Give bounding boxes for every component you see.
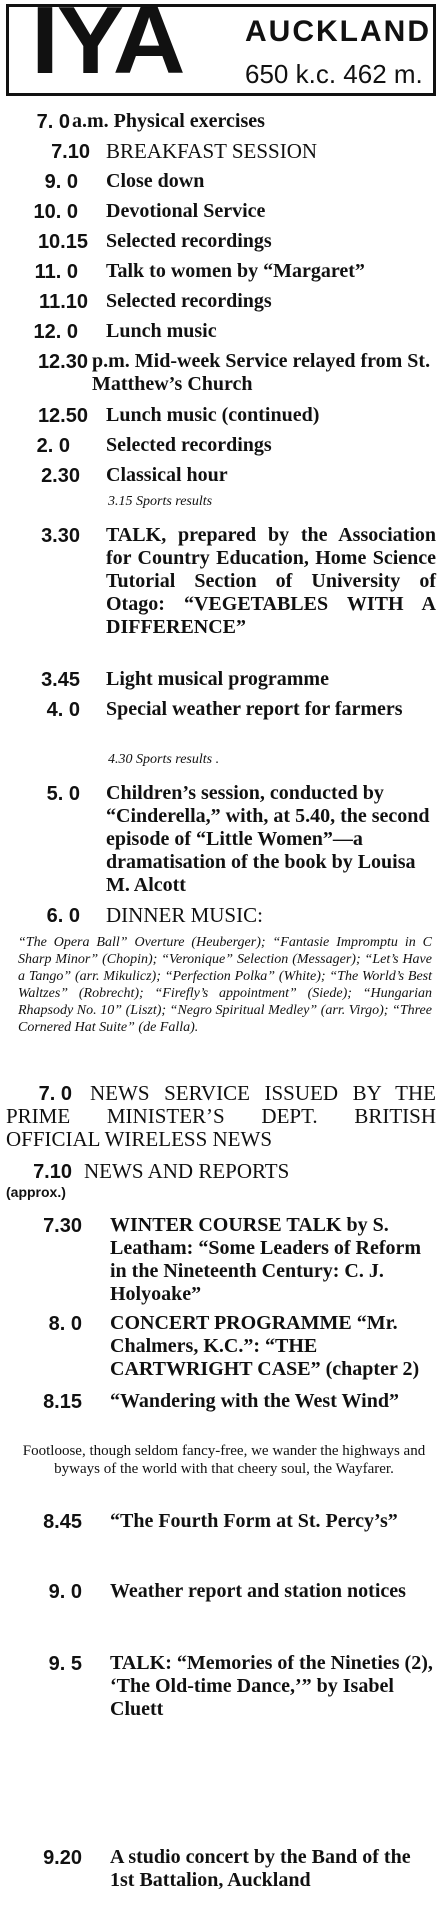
programme-item: TALK, prepared by the Association for Country Education, Home Science Tutorial Section of University of Otago: “VEGETABLES WITH A DIFFERENCE”: [106, 524, 436, 638]
time-slot: 8.15: [43, 1391, 82, 1413]
programme-item: Special weather report for farmers: [106, 698, 403, 720]
time-slot: 12.30: [37, 351, 88, 373]
time-slot: 10.15: [37, 231, 88, 253]
station-callsign: IYA: [31, 0, 184, 94]
time-slot: 10. 0: [33, 201, 78, 223]
time-slot: 2.30: [41, 465, 80, 487]
time-slot: 12. 0: [33, 321, 78, 343]
wayfarer-note: Footloose, though seldom fancy-free, we wander the highways and byways of the world with that cheery soul, the Wayfarer.: [22, 1443, 426, 1477]
station-header: [6, 0, 436, 96]
programme-item: DINNER MUSIC:: [106, 903, 263, 927]
programme-item: Selected recordings: [106, 434, 272, 456]
time-slot: 9. 0: [44, 171, 78, 193]
programme-item: CONCERT PROGRAMME “Mr. Chalmers, K.C.”: “THE CARTWRIGHT CASE” (chapter 2): [110, 1312, 420, 1380]
time-slot: 7.10: [33, 1161, 72, 1183]
programme-subnote: 3.15 Sports results: [108, 494, 213, 509]
programme-item: Light musical programme: [106, 668, 329, 690]
programme-item: p.m. Mid-week Service relayed from St. Matthew’s Church: [92, 350, 431, 395]
time-slot: 12.50: [37, 405, 88, 427]
programme-subnote: 4.30 Sports results .: [108, 752, 220, 767]
programme-item: Selected recordings: [106, 290, 272, 312]
time-slot: 9.20: [43, 1847, 82, 1869]
programme-item: TALK: “Memories of the Nineties (2), ‘The Old-time Dance,’” by Isabel Cluett: [110, 1652, 433, 1720]
programme-item: A studio concert by the Band of the 1st Battalion, Auckland: [110, 1846, 411, 1891]
programme-item: WINTER COURSE TALK by S. Leatham: “Some Leaders of Reform in the Nineteenth Century: C. J. Holyoake”: [110, 1214, 422, 1305]
programme-item: NEWS SERVICE ISSUED BY THE PRIME MINISTER’S DEPT. BRITISH OFFICIAL WIRELESS NEWS: [6, 1081, 436, 1151]
time-slot: 2. 0: [36, 435, 70, 457]
programme-item: “The Fourth Form at St. Percy’s”: [110, 1510, 398, 1532]
programme-item: a.m. Physical exercises: [72, 110, 265, 132]
time-slot: 7.10: [51, 141, 90, 163]
programme-item: NEWS AND REPORTS: [84, 1159, 290, 1183]
programme-item: Weather report and station notices: [110, 1580, 406, 1602]
time-slot: 3.30: [41, 525, 80, 547]
programme-item: Talk to women by “Margaret”: [106, 260, 365, 282]
programme-item: “Wandering with the West Wind”: [110, 1390, 399, 1412]
programme-item: Close down: [106, 170, 205, 192]
programme-item: Lunch music: [106, 320, 217, 342]
time-slot: 8.45: [43, 1511, 82, 1533]
programme-item: Selected recordings: [106, 230, 272, 252]
programme-item: Lunch music (continued): [106, 404, 320, 426]
programme-item: BREAKFAST SESSION: [106, 139, 318, 163]
programme-item: Classical hour: [106, 464, 228, 486]
station-city: AUCKLAND: [245, 15, 431, 48]
time-slot: 8. 0: [48, 1313, 82, 1335]
time-slot: 4. 0: [46, 699, 80, 721]
station-frequency: 650 k.c. 462 m.: [245, 59, 423, 89]
time-slot: 11.10: [39, 291, 88, 313]
dinner-music-list: “The Opera Ball” Overture (Heuberger); “Fantasie Impromptu in C Sharp Minor” (Chopin); “Veronique” Selection (Messager); “Let’s Have a Tango” (arr. Mikulicz); “Perfection Polka” (White); “The World’s Best Waltzes” (Robrecht); “Firefly’s appointment” (Siede); “Hungarian Rhapsody No. 10” (Liszt); “Negro Spiritual Medley” (arr. Virgo); “Three Cornered Hat Suite” (de Falla).: [18, 935, 432, 1035]
time-slot: 6. 0: [46, 905, 80, 927]
time-slot: 7.30: [43, 1215, 82, 1237]
approx-label: (approx.): [6, 1184, 66, 1200]
time-slot: 7. 0: [36, 111, 70, 133]
time-slot: 5. 0: [46, 783, 80, 805]
programme-item: Children’s session, conducted by “Cinderella,” with, at 5.40, the second episode of “Little Women”—a dramatisation of the book by Louisa M. Alcott: [106, 782, 430, 896]
programme-item: Devotional Service: [106, 200, 266, 222]
time-slot: 9. 0: [48, 1581, 82, 1603]
time-slot: 11. 0: [34, 261, 78, 283]
time-slot: 7. 0: [38, 1083, 72, 1105]
time-slot: 3.45: [41, 669, 80, 691]
time-slot: 9. 5: [48, 1653, 82, 1675]
